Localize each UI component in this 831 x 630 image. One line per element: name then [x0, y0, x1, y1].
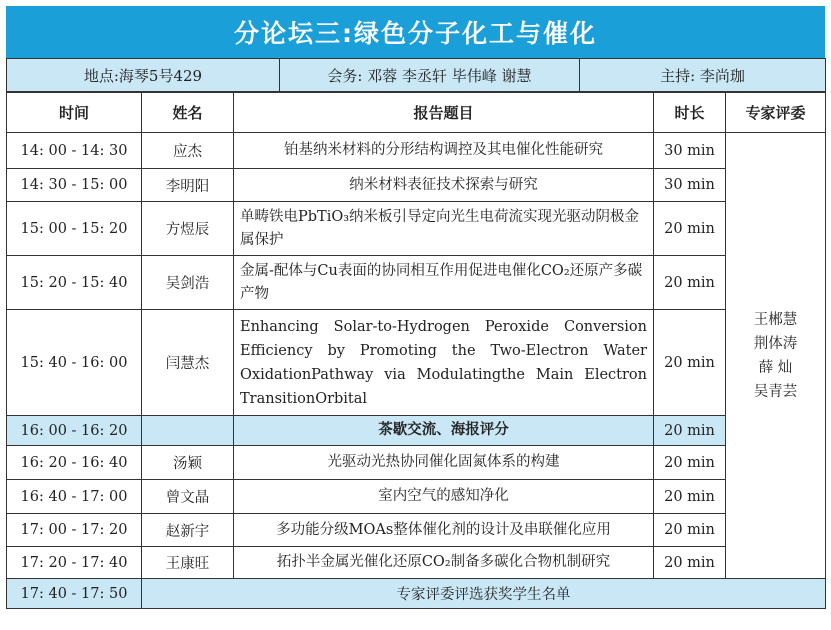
expert-name: 荆体涛	[753, 335, 798, 352]
row-speaker: 吴剑浩	[142, 256, 234, 310]
row-topic: 铂基纳米材料的分形结构调控及其电催化性能研究	[234, 133, 654, 169]
row-duration: 20 min	[654, 416, 726, 446]
row-speaker: 汤颖	[142, 446, 234, 480]
row-topic: 光驱动光热协同催化固氮体系的构建	[234, 446, 654, 480]
row-time: 16: 40 - 17: 00	[7, 480, 142, 514]
row-speaker: 王康旺	[142, 547, 234, 579]
row-speaker: 赵新宇	[142, 514, 234, 547]
row-topic: 纳米材料表征技术探索与研究	[234, 169, 654, 202]
row-duration: 30 min	[654, 169, 726, 202]
row-duration: 20 min	[654, 514, 726, 547]
row-duration: 30 min	[654, 133, 726, 169]
row-duration: 20 min	[654, 256, 726, 310]
table-row	[7, 480, 826, 514]
schedule-table	[6, 92, 826, 609]
expert-name: 王郴慧	[753, 311, 798, 328]
row-duration: 20 min	[654, 547, 726, 579]
info-bar	[6, 58, 826, 92]
row-time: 15: 20 - 15: 40	[7, 256, 142, 310]
forum-schedule	[6, 6, 825, 609]
row-time: 16: 20 - 16: 40	[7, 446, 142, 480]
page-title: 分论坛三:绿色分子化工与催化	[6, 6, 825, 58]
expert-name: 薛 灿	[758, 359, 793, 376]
table-row-final	[7, 579, 826, 609]
row-duration: 20 min	[654, 480, 726, 514]
header-experts: 专家评委	[726, 93, 826, 133]
header-time: 时间	[7, 93, 142, 133]
table-row	[7, 547, 826, 579]
row-time: 16: 00 - 16: 20	[7, 416, 142, 446]
row-time: 14: 30 - 15: 00	[7, 169, 142, 202]
row-topic: 金属-配体与Cu表面的协同相互作用促进电催化CO₂还原产多碳产物	[234, 256, 654, 310]
row-duration: 20 min	[654, 310, 726, 416]
row-speaker	[142, 416, 234, 446]
table-row	[7, 202, 826, 256]
row-time: 17: 20 - 17: 40	[7, 547, 142, 579]
row-time: 15: 00 - 15: 20	[7, 202, 142, 256]
location: 地点:海琴5号429	[7, 59, 280, 92]
row-speaker: 应杰	[142, 133, 234, 169]
row-topic: 专家评委评选获奖学生名单	[142, 579, 826, 609]
row-duration: 20 min	[654, 446, 726, 480]
table-row	[7, 514, 826, 547]
header-name: 姓名	[142, 93, 234, 133]
header-row	[7, 93, 826, 133]
row-topic: 拓扑半金属光催化还原CO₂制备多碳化合物机制研究	[234, 547, 654, 579]
row-topic: 单畴铁电PbTiO₃纳米板引导定向光生电荷流实现光驱动阴极金属保护	[234, 202, 654, 256]
row-duration: 20 min	[654, 202, 726, 256]
row-topic: 茶歇交流、海报评分	[234, 416, 654, 446]
table-row-break	[7, 416, 826, 446]
host: 主持: 李尚珈	[580, 59, 826, 92]
table-row	[7, 310, 826, 416]
table-row	[7, 169, 826, 202]
affairs: 会务: 邓蓉 李丞轩 毕伟峰 谢慧	[280, 59, 580, 92]
row-time: 14: 00 - 14: 30	[7, 133, 142, 169]
table-row	[7, 133, 826, 169]
table-row	[7, 446, 826, 480]
expert-panel	[726, 133, 826, 579]
expert-name: 吴青芸	[753, 383, 798, 400]
header-topic: 报告题目	[234, 93, 654, 133]
row-topic: 室内空气的感知净化	[234, 480, 654, 514]
row-speaker: 曾文晶	[142, 480, 234, 514]
row-topic: Enhancing Solar-to-Hydrogen Peroxide Conversion Efficiency by Promoting the Two-Electron Water OxidationPathway via Modulatingthe Main Electron TransitionOrbital	[234, 310, 654, 416]
row-time: 17: 40 - 17: 50	[7, 579, 142, 609]
row-time: 15: 40 - 16: 00	[7, 310, 142, 416]
row-topic: 多功能分级MOAs整体催化剂的设计及串联催化应用	[234, 514, 654, 547]
header-duration: 时长	[654, 93, 726, 133]
table-row	[7, 256, 826, 310]
row-speaker: 方煜辰	[142, 202, 234, 256]
row-time: 17: 00 - 17: 20	[7, 514, 142, 547]
row-speaker: 闫慧杰	[142, 310, 234, 416]
row-speaker: 李明阳	[142, 169, 234, 202]
